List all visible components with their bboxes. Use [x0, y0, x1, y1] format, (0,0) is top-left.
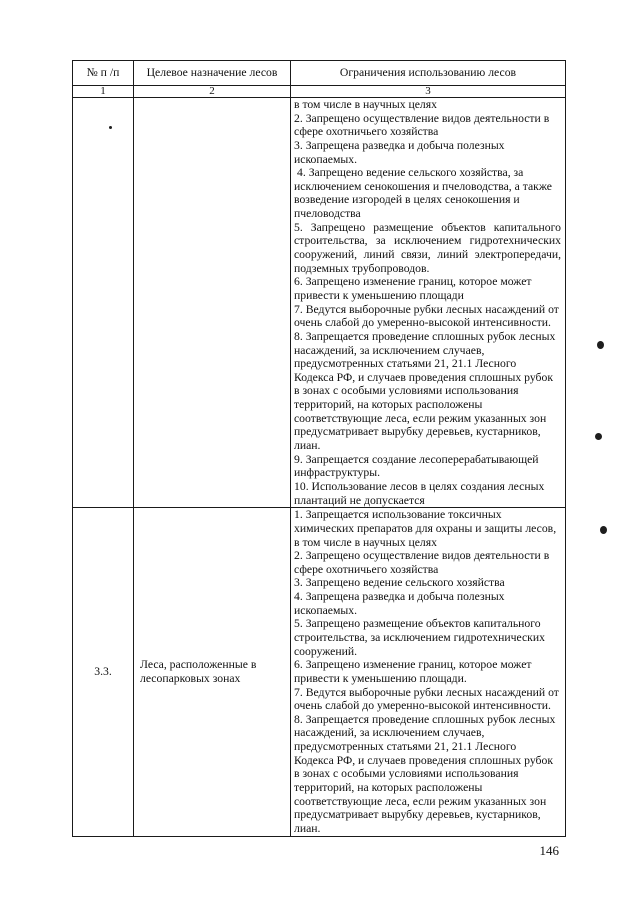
row-purpose-cell: [134, 98, 291, 508]
purpose-line: Леса, расположенные в: [140, 658, 257, 672]
restriction-line: сфере охотничьего хозяйства: [294, 562, 439, 576]
restriction-line: очень слабой до умеренно-высокой интенсивности.: [294, 699, 551, 713]
column-number-3: 3: [291, 86, 565, 98]
restriction-line: 8. Запрещается проведение сплошных рубок лесных: [294, 712, 556, 726]
scan-speck: [600, 526, 607, 534]
restriction-line: предусматривает вырубку деревьев, кустарников,: [294, 425, 541, 439]
header-restrictions: [291, 61, 565, 86]
restriction-line: 3. Запрещено ведение сельского хозяйства: [294, 576, 505, 590]
column-number-1: 1: [73, 86, 134, 98]
row-restrictions-cell: [291, 508, 565, 835]
row-purpose: [140, 658, 256, 685]
restriction-line: 4. Запрещена разведка и добыча полезных: [294, 590, 505, 604]
row-restrictions-cell: [291, 98, 565, 508]
restriction-line: 2. Запрещено осуществление видов деятельности в: [294, 549, 550, 563]
restriction-line: привести к уменьшению площади.: [294, 671, 467, 685]
restriction-line: в том числе в научных целях: [294, 535, 437, 549]
restriction-line: 8. Запрещается проведение сплошных рубок лесных: [294, 329, 556, 343]
restriction-line: Кодекса РФ, и случаев проведения сплошных рубок: [294, 753, 553, 767]
restriction-line: лиан.: [294, 821, 321, 835]
restriction-line: сфере охотничьего хозяйства: [294, 125, 439, 139]
restriction-line: строительства, за исключением гидротехнических: [294, 630, 545, 644]
restriction-line: предусмотренных статьями 21, 21.1 Лесного: [294, 357, 517, 371]
restriction-line: Кодекса РФ, и случаев проведения сплошных рубок: [294, 370, 553, 384]
scan-speck: [595, 433, 602, 440]
restriction-line: территорий, на которых расположены: [294, 781, 483, 795]
restriction-line: насаждений, за исключением случаев,: [294, 343, 485, 357]
scan-speck: [597, 341, 604, 349]
scan-speck: [109, 126, 112, 129]
restriction-line: 3. Запрещена разведка и добыча полезных: [294, 138, 505, 152]
restriction-line: подземных трубопроводов.: [294, 261, 430, 275]
restriction-line: соответствующие леса, если режим указанных зон: [294, 411, 547, 425]
restriction-line: в зонах с особыми условиями использования: [294, 384, 519, 398]
restriction-line: 4. Запрещено ведение сельского хозяйства, за: [297, 166, 524, 180]
restriction-line: территорий, на которых расположены: [294, 398, 483, 412]
restriction-line: 7. Ведутся выборочные рубки лесных насаждений от: [294, 302, 559, 316]
restriction-line: 2. Запрещено осуществление видов деятельности в: [294, 111, 550, 125]
purpose-line: лесопарковых зонах: [140, 671, 241, 685]
restriction-line: очень слабой до умеренно-высокой интенсивности.: [294, 316, 551, 330]
header-purpose-label: Целевое назначение лесов: [146, 65, 278, 79]
restriction-line: ископаемых.: [294, 152, 358, 166]
restriction-line: 5. Запрещено размещение объектов капитального: [294, 220, 561, 234]
page-number: 146: [539, 843, 559, 858]
restriction-line: 5. Запрещено размещение объектов капитального: [294, 617, 541, 631]
restriction-line: сооружений.: [294, 644, 358, 658]
restriction-line: насаждений, за исключением случаев,: [294, 726, 485, 740]
restriction-line: в том числе в научных целях: [294, 98, 437, 111]
restriction-line: 6. Запрещено изменение границ, которое может: [294, 658, 532, 672]
restriction-line: соответствующие леса, если режим указанных зон: [294, 794, 547, 808]
row-number: 3.3.: [94, 665, 112, 679]
restriction-line: химических препаратов для охраны и защиты лесов,: [294, 521, 557, 535]
restriction-line: пчеловодства: [294, 207, 361, 221]
restriction-line: привести к уменьшению площади: [294, 288, 464, 302]
restriction-line: предусматривает вырубку деревьев, кустарников,: [294, 808, 541, 822]
restriction-line: 7. Ведутся выборочные рубки лесных насаждений от: [294, 685, 559, 699]
restriction-line: 1. Запрещается использование токсичных: [294, 508, 502, 522]
restriction-line: 10. Использование лесов в целях создания лесных: [294, 479, 545, 493]
restriction-line: плантаций не допускается: [294, 493, 425, 507]
restriction-line: предусмотренных статьями 21, 21.1 Лесного: [294, 740, 517, 754]
restriction-line: 6. Запрещено изменение границ, которое может: [294, 275, 532, 289]
restriction-line: возведение изгородей в целях сенокошения и: [294, 193, 520, 207]
restriction-line: в зонах с особыми условиями использования: [294, 767, 519, 781]
header-number: [73, 61, 134, 86]
row-number-cell: [73, 508, 134, 835]
row-purpose-cell: [134, 508, 291, 835]
column-number-2: 2: [134, 86, 291, 98]
header-purpose: [134, 61, 291, 86]
restriction-line: ископаемых.: [294, 603, 358, 617]
header-restrictions-label: Ограничения использованию лесов: [339, 65, 517, 79]
row-number-cell: [73, 98, 134, 508]
restriction-line: сооружений, линий связи, линий электропередачи,: [294, 248, 561, 262]
restriction-line: исключением сенокошения и пчеловодства, а также: [294, 179, 552, 193]
restriction-line: 9. Запрещается создание лесоперерабатывающей: [294, 452, 539, 466]
header-number-label: № п /п: [86, 65, 120, 79]
restriction-line: инфраструктуры.: [294, 466, 381, 480]
restrictions-table: [72, 60, 566, 837]
restriction-line: лиан.: [294, 439, 321, 453]
restriction-line: строительства, за исключением гидротехнических: [294, 234, 561, 248]
